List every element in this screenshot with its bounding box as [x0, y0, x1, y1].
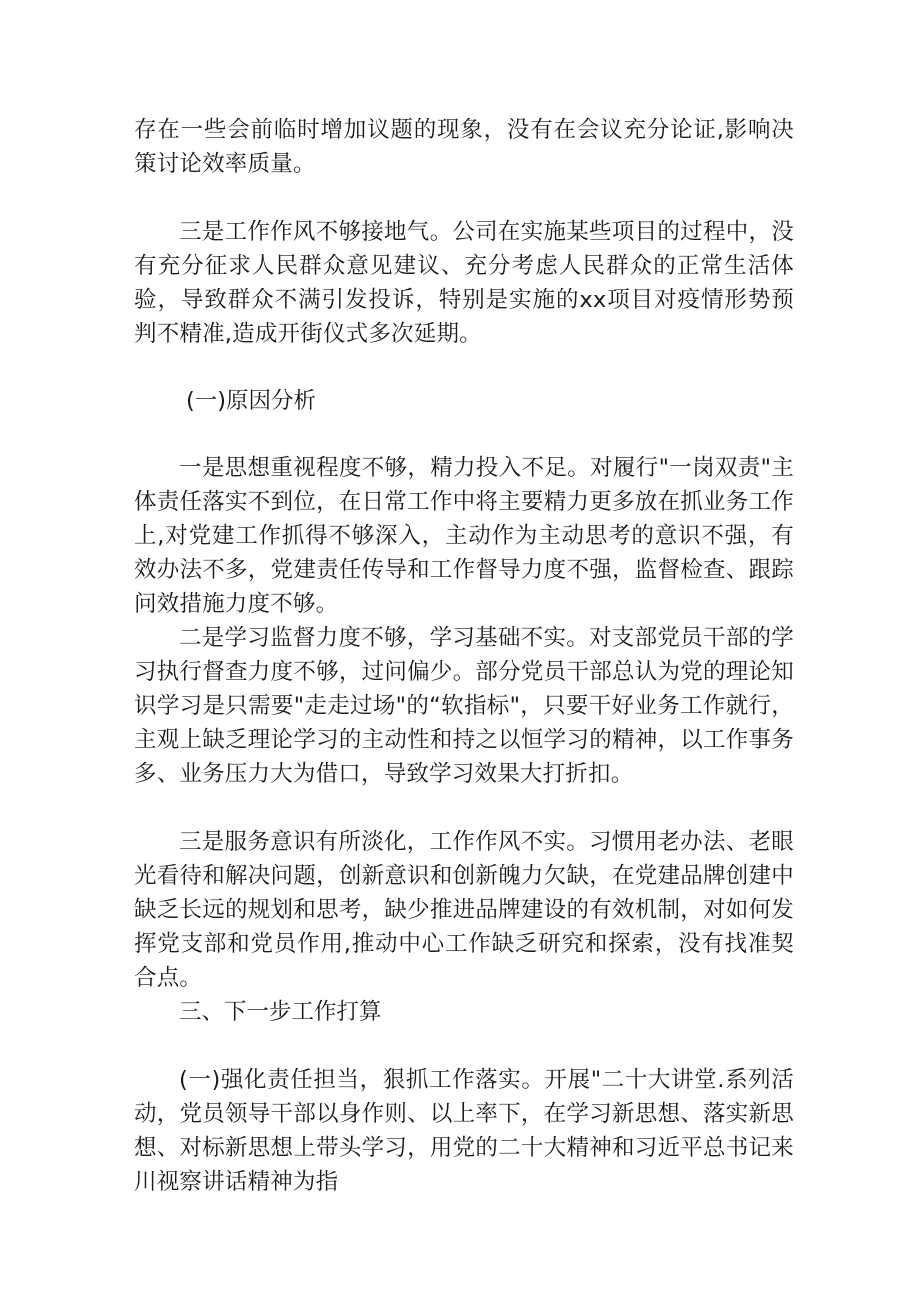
- section-heading-cause-analysis: (一)原因分析: [186, 388, 317, 414]
- paragraph-work-style: 三是工作作风不够接地气。公司在实施某些项目的过程中，没有充分征求人民群众意见建议、充分考虑人民群众的正常生活体验，导致群众不满引发投诉，特别是实施的xx项目对疫情形势预判不精准,造成开街仪式多次延期。: [134, 219, 794, 347]
- paragraph-next-step-one: (一)强化责任担当，狠抓工作落实。开展"二十大讲堂.系列活动，党员领导干部以身作则、以上率下，在学习新思想、落实新思想、对标新思想上带头学习，用党的二十大精神和习近平总书记来川视察讲话精神为指: [134, 1067, 794, 1195]
- paragraph-cause-two: 二是学习监督力度不够，学习基础不实。对支部党员干部的学习执行督查力度不够，过问偏少。部分党员干部总认为党的理论知识学习是只需要"走走过场"的“软指标"，只要干好业务工作就行，主观上缺乏理论学习的主动性和持之以恒学习的精神，以工作事务多、业务压力大为借口，导致学习效果大打折扣。: [134, 625, 794, 787]
- paragraph-cause-one: 一是思想重视程度不够，精力投入不足。对履行"一岗双责"主体责任落实不到位，在日常工作中将主要精力更多放在抓业务工作上,对党建工作抓得不够深入，主动作为主动思考的意识不强，有效办法不多，党建责任传导和工作督导力度不强，监督检查、跟踪问效措施力度不够。: [134, 455, 794, 617]
- paragraph-cause-three: 三是服务意识有所淡化，工作作风不实。习惯用老办法、老眼光看待和解决问题，创新意识和创新魄力欠缺，在党建品牌创建中缺乏长远的规划和思考，缺少推进品牌建设的有效机制，对如何发挥党支部和党员作用,推动中心工作缺乏研究和探索，没有找准契合点。: [134, 829, 794, 991]
- section-heading-next-steps: 三、下一步工作打算: [179, 999, 382, 1025]
- paragraph-continuation: 存在一些会前临时增加议题的现象，没有在会议充分论证,影响决策讨论效率质量。: [134, 117, 794, 177]
